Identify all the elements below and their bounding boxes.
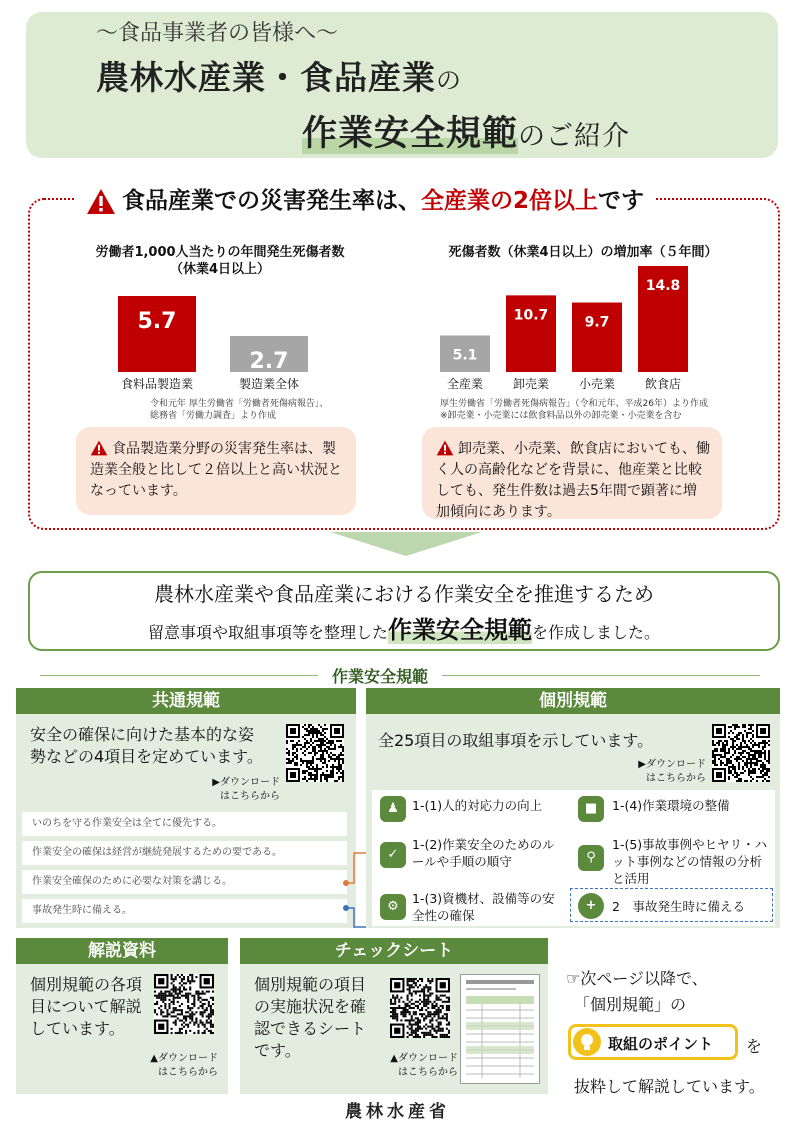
lightbulb-icon: [572, 1027, 602, 1057]
download-checksheet[interactable]: ▲ダウンロード はこちらから: [390, 1053, 458, 1078]
header-title-line2: 作業安全規範のご紹介: [302, 114, 631, 154]
download-common[interactable]: ▶ダウンロード はこちらから: [212, 777, 280, 802]
checksheet-title: チェックシート: [240, 938, 548, 964]
norms-section-title: 作業安全規範: [318, 664, 442, 687]
warning-icon: [86, 188, 116, 215]
category-label: 食料品製造業: [120, 377, 194, 391]
common-norms-description: 安全の確保に向けた基本的な姿勢などの4項目を定めています。: [30, 725, 263, 766]
bar-value-label: 10.7: [513, 307, 549, 324]
category-label: 製造業全体: [238, 377, 300, 391]
common-rule-item: 作業安全の確保は経営が継続発展するための要である。: [22, 841, 347, 865]
magnifier-icon: ⚲: [578, 845, 604, 871]
common-rule-item: いのちを守る作業安全は全てに優先する。: [22, 812, 347, 836]
people-icon: ♟: [380, 796, 406, 822]
left-callout: 食品製造業分野の災害発生率は、製造業全般と比して２倍以上と高い状況となっています。: [76, 427, 356, 515]
gears-icon: ⚙: [380, 894, 406, 920]
right-chart-title: 死傷者数（休業4日以上）の増加率（５年間）: [448, 245, 718, 260]
common-norms-title: 共通規範: [16, 688, 356, 714]
checksheet-description: 個別規範の項目の実施状況を確認できるシートです。: [254, 975, 367, 1060]
guide-title: 解説資料: [16, 938, 228, 964]
individual-item: 1-(5)事故事例やヒヤリ・ハット事例などの情報の分析と活用: [612, 837, 768, 886]
left-bar-chart: [80, 282, 340, 394]
warning-icon: [90, 440, 108, 456]
point-guide-wo: を: [746, 1037, 763, 1056]
right-chart-source: 厚生労働省「労働者死傷病報告」（令和元年、平成26年）より作成 ※卸売業・小売業には飲食料品以外の卸売業・小売業を含む: [440, 399, 708, 421]
bar-value-label: 9.7: [584, 314, 610, 331]
individual-norms-title: 個別規範: [366, 688, 780, 714]
bar-value-label: 5.7: [137, 309, 177, 334]
left-chart-title: 労働者1,000人当たりの年間発生死傷者数 （休業4日以上）: [95, 245, 345, 277]
common-rule-item: 事故発生時に備える。: [22, 899, 347, 923]
individual-item: 1-(1)人的対応力の向上: [412, 798, 543, 813]
category-label: 全産業: [446, 377, 484, 391]
individual-item: 2 事故発生時に備える: [612, 899, 745, 914]
point-guide-line3: 抜粋して解説しています。: [574, 1077, 765, 1096]
disaster-rate-title: 食品産業での災害発生率は、全産業の2倍以上です: [76, 182, 654, 215]
plus-icon: +: [578, 893, 604, 919]
left-chart-source: 令和元年 厚生労働省「労働者死傷病報告」、 総務省「労働力調査」より作成: [150, 399, 329, 421]
message-line2: 留意事項や取組事項等を整理した作業安全規範を作成しました。: [147, 616, 661, 644]
right-callout: 卸売業、小売業、飲食店においても、働く人の高齢化などを背景に、他産業と比較しても、発生件数は過去5年間で顕著に増加傾向にあります。: [422, 427, 722, 519]
message-line1: 農林水産業や食品産業における作業安全を推進するため: [154, 582, 654, 606]
factory-icon: ■: [578, 796, 604, 822]
common-rule-item: 作業安全確保のために必要な対策を講じる。: [22, 870, 347, 894]
header-title-line1: 農林水産業・食品産業の: [96, 58, 463, 97]
qr-code-individual[interactable]: [712, 724, 770, 782]
bar-value-label: 2.7: [249, 349, 289, 374]
bar-value-label: 14.8: [645, 278, 681, 294]
individual-item: 1-(3)資機材、設備等の安全性の確保: [412, 891, 555, 923]
header-subtitle: ～食品事業者の皆様へ～: [96, 21, 339, 46]
point-guide-line2: 「個別規範」の: [574, 995, 687, 1014]
footer-ministry: 農林水産省: [345, 1102, 450, 1122]
category-label: 飲食店: [644, 377, 682, 391]
category-label: 卸売業: [512, 377, 550, 391]
category-label: 小売業: [578, 377, 616, 391]
qr-code-checksheet[interactable]: [390, 978, 450, 1038]
guide-description: 個別規範の各項目について解説しています。: [30, 975, 143, 1038]
warning-icon: [436, 440, 454, 456]
download-guide[interactable]: ▲ダウンロード はこちらから: [150, 1053, 218, 1078]
individual-item: 1-(4)作業環境の整備: [612, 798, 730, 813]
checklist-icon: ✓: [380, 842, 406, 868]
point-guide-line1: ☞次ページ以降で、: [566, 969, 708, 988]
individual-item: 1-(2)作業安全のためのルールや手順の順守: [412, 837, 555, 869]
bar-小売業: [572, 303, 622, 372]
point-badge-label: 取組のポイント: [608, 1035, 714, 1053]
bar-value-label: 5.1: [452, 347, 478, 364]
down-arrow: [330, 532, 482, 556]
right-bar-chart: [430, 262, 720, 394]
checksheet-thumbnail: [460, 974, 540, 1084]
qr-code-guide[interactable]: [154, 974, 214, 1034]
bar-食料品製造業: [118, 296, 196, 372]
qr-code-common[interactable]: [286, 724, 344, 782]
download-individual[interactable]: ▶ダウンロード はこちらから: [638, 759, 706, 784]
individual-norms-description: 全25項目の取組事項を示しています。: [378, 731, 654, 750]
